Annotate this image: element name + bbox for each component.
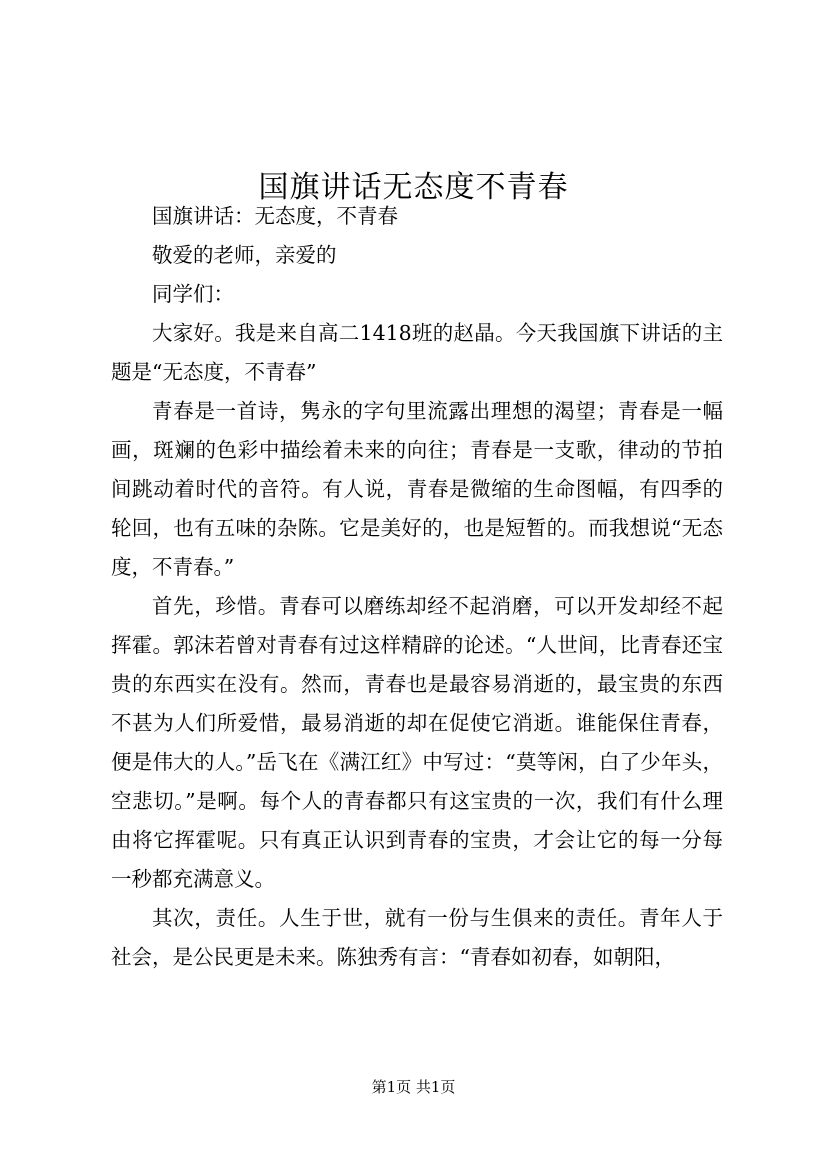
document-body (111, 197, 723, 977)
paragraph: 国旗讲话：无态度，不青春 (152, 204, 398, 228)
paragraph: 大家好。我是来自高二1418班的赵晶。今天我国旗下讲话的主题是“无态度，不青春” (111, 321, 723, 384)
paragraph: 敬爱的老师，亲爱的 (152, 243, 337, 267)
paragraph: 同学们： (152, 282, 234, 306)
page-footer: 第1页 共1页 (371, 1078, 456, 1096)
paragraph: 青春是一首诗，隽永的字句里流露出理想的渴望；青春是一幅画，斑斓的色彩中描绘着未来的向往；青春是一支歌，律动的节拍间跳动着时代的音符。有人说，青春是微缩的生命图幅，有四季的轮回，也有五味的杂陈。它是美好的，也是短暂的。而我想说“无态度，不青春。” (111, 399, 723, 579)
paragraph: 其次，责任。人生于世，就有一份与生俱来的责任。青年人于社会，是公民更是未来。陈独秀有言：“青春如初春，如朝阳， (111, 906, 723, 969)
document-title: 国旗讲话无态度不青春 (258, 170, 569, 206)
paragraph: 首先，珍惜。青春可以磨练却经不起消磨，可以开发却经不起挥霍。郭沫若曾对青春有过这样精辟的论述。“人世间，比青春还宝贵的东西实在没有。然而，青春也是最容易消逝的，最宝贵的东西不甚为人们所爱惜，最易消逝的却在促使它消逝。谁能保住青春，便是伟大的人。”岳飞在《满江红》中写过：“莫等闲，白了少年头，空悲切。”是啊。每个人的青春都只有这宝贵的一次，我们有什么理由将它挥霍呢。只有真正认识到青春的宝贵，才会让它的每一分每一秒都充满意义。 (111, 594, 723, 891)
